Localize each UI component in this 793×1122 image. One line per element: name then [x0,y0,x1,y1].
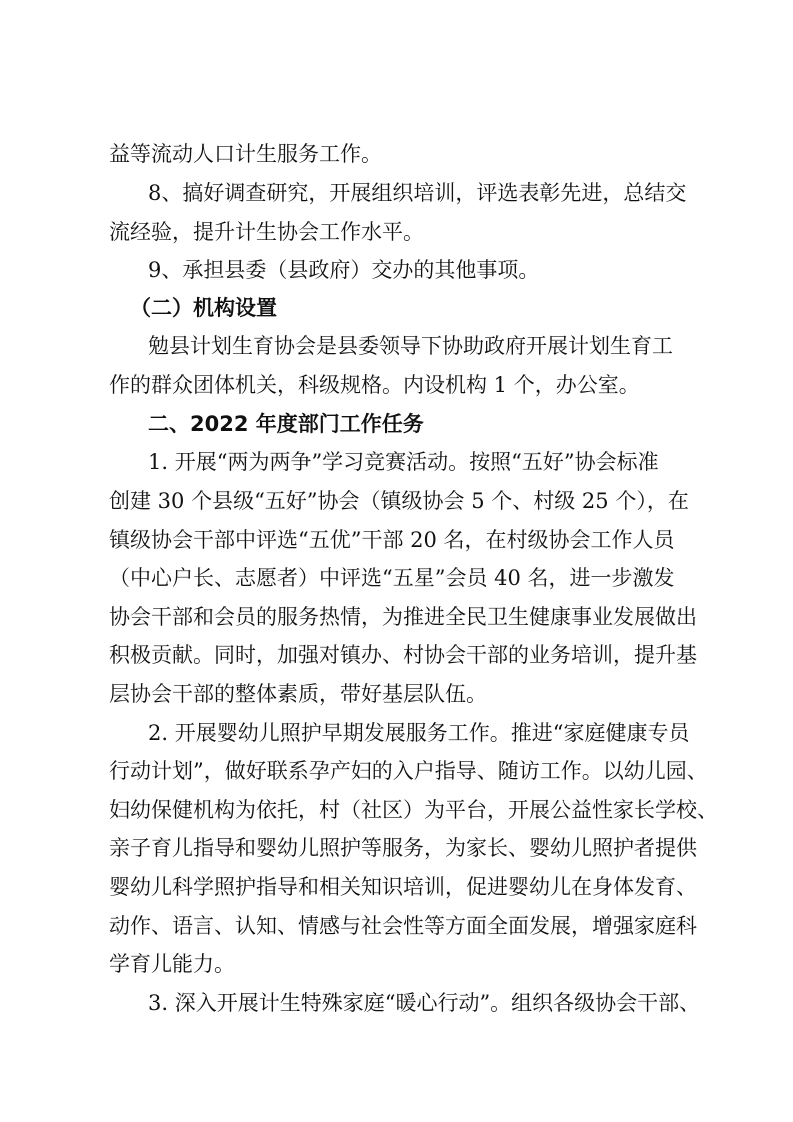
text-line-1: 益等流动人口计生服务工作。 [109,142,382,166]
task-1-line-4: （中心户长、志愿者）中评选“五星”会员 40 名，进一步激发 [109,566,675,590]
task-1-line-2: 创建 30 个县级“五好”协会（镇级协会 5 个、村级 25 个），在 [109,489,689,513]
paragraph-item-8: 8、搞好调查研究，开展组织培训，评选表彰先进，总结交 [148,181,687,205]
task-1-line-6: 积极贡献。同时，加强对镇办、村协会干部的业务培训，提升基 [109,643,697,667]
task-1-line-1: 1. 开展“两为两争”学习竞赛活动。按照“五好”协会标准 [148,450,659,474]
section-heading-tasks: 二、2022 年度部门工作任务 [148,412,424,436]
task-3-line-1: 3. 深入开展计生特殊家庭“暖心行动”。组织各级协会干部、 [148,991,701,1015]
text-line-7: 作的群众团体机关，科级规格。内设机构 1 个，办公室。 [109,373,640,397]
section-heading-institution: （二）机构设置 [130,296,277,320]
text-line-3: 流经验，提升计生协会工作水平。 [109,220,424,244]
text-line-6: 勉县计划生育协会是县委领导下协助政府开展计划生育工 [148,334,673,358]
task-2-line-7: 学育儿能力。 [109,952,235,976]
task-2-line-4: 亲子育儿指导和婴幼儿照护等服务，为家长、婴幼儿照护者提供 [109,836,697,860]
task-2-line-5: 婴幼儿科学照护指导和相关知识培训，促进婴幼儿在身体发育、 [109,875,697,899]
task-1-line-3: 镇级协会干部中评选“五优”干部 20 名，在村级协会工作人员 [109,528,675,552]
task-1-line-5: 协会干部和会员的服务热情，为推进全民卫生健康事业发展做出 [109,605,697,629]
task-1-line-7: 层协会干部的整体素质，带好基层队伍。 [109,682,487,706]
paragraph-item-9: 9、承担县委（县政府）交办的其他事项。 [148,258,540,282]
task-2-line-1: 2. 开展婴幼儿照护早期发展服务工作。推进“家庭健康专员 [148,721,690,745]
task-2-line-3: 妇幼保健机构为依托，村（社区）为平台，开展公益性家长学校、 [109,798,718,822]
task-2-line-2: 行动计划”，做好联系孕产妇的入户指导、随访工作。以幼儿园、 [109,759,708,783]
task-2-line-6: 动作、语言、认知、情感与社会性等方面全面发展，增强家庭科 [109,914,697,938]
